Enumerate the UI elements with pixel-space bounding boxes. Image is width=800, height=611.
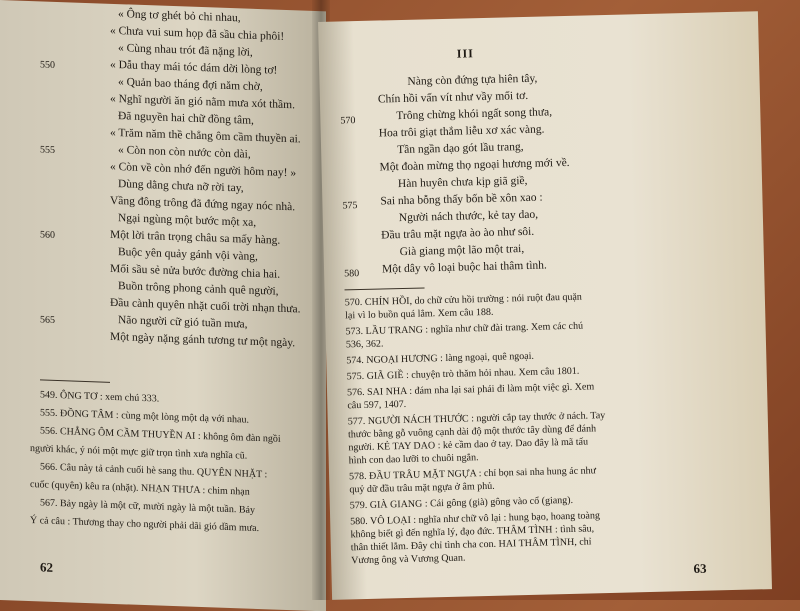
- footnote-line: 555. ĐỒNG TÂM : cùng một lòng một dạ với nhau.: [40, 407, 249, 426]
- verse-line: Chín hồi vấn vít như vầy mối tơ.: [377, 89, 529, 106]
- verse-line: Tần ngần dạo gót lầu trang,: [397, 141, 524, 157]
- line-number: 570: [340, 115, 356, 127]
- page-number: 62: [40, 559, 53, 575]
- footnote-line: 575. GIÃ GIỀ : chuyện trò thăm hỏi nhau. Xem câu 1801.: [346, 365, 580, 383]
- verse-line: Mối sầu sẻ nửa bước đường chia hai.: [110, 262, 281, 281]
- verse-line: « Chưa vui sum họp đã sầu chia phôi!: [110, 24, 285, 43]
- verse-line: Sai nha bỗng thấy bốn bề xôn xao :: [380, 191, 543, 208]
- verse-line: Người nách thước, kẻ tay dao,: [398, 208, 539, 225]
- verse-line: Não người cữ gió tuần mưa,: [118, 314, 248, 331]
- footnote-line: hình con dao lưỡi to chuôi ngắn.: [348, 452, 479, 467]
- footnote-line: 578. ĐẦU TRÂU MẶT NGỰA : chỉ bọn sai nha hung ác như: [348, 465, 597, 483]
- verse-line: Một lời trân trọng châu sa mấy hàng.: [110, 228, 281, 247]
- footnote-line: câu 597, 1407.: [347, 398, 407, 412]
- line-number: 555: [40, 144, 55, 156]
- verse-line: Buồn trông phong cảnh quê người,: [118, 280, 279, 298]
- footnote-line: 567. Bảy ngày là một cữ, mười ngày là một tuần. Bảy: [40, 497, 255, 516]
- verse-line: « Còn về còn nhớ đến người hôm nay! »: [110, 160, 297, 180]
- verse-line: Vầng đông trông đã đứng ngay nóc nhà.: [110, 194, 296, 214]
- footnote-line: 556. CHẲNG ÔM CẦM THUYỀN AI : không ôm đàn ngồi: [40, 425, 281, 445]
- verse-line: Buộc yên quảy gánh vội vàng,: [118, 246, 258, 264]
- line-number: 580: [344, 268, 360, 280]
- verse-line: « Quản bao tháng đợi năm chờ,: [118, 76, 263, 94]
- footnote-line: Vương ông và Vương Quan.: [351, 552, 466, 567]
- section-header: III: [456, 46, 474, 61]
- verse-line: Hoa trôi giạt thắm liễu xơ xác vàng.: [378, 123, 545, 140]
- footnote-line: người. KẺ TAY DAO : kẻ cầm dao ở tay. Dao đây là mã tấu: [348, 436, 589, 454]
- verse-line: Một ngày nặng gánh tương tư một ngày.: [110, 330, 296, 350]
- verse-line: Già giang một lão một trai,: [399, 243, 525, 259]
- left-page: [0, 0, 326, 611]
- footnote-line: 577. NGƯỜI NÁCH THƯỚC : người cắp tay thước ở nách. Tay: [347, 410, 606, 428]
- footnote-line: không biết gì đến nghĩa lý, đạo đức. THÂM TÌNH : tình sâu,: [350, 523, 595, 541]
- verse-line: « Cùng nhau trót đã nặng lời,: [118, 42, 253, 59]
- verse-line: Hàn huyên chưa kịp giã giề,: [397, 174, 528, 191]
- verse-line: Nàng còn đứng tựa hiên tây,: [407, 72, 538, 88]
- line-number: 565: [40, 314, 55, 326]
- verse-line: Trông chừng khói ngất song thưa,: [396, 106, 553, 123]
- notes-divider: [345, 287, 425, 290]
- verse-line: Một dây vô loại buộc hai thâm tình.: [381, 259, 547, 276]
- footnote-line: 573. LẦU TRANG : nghĩa như chữ đài trang. Xem các chú: [345, 320, 584, 338]
- verse-line: Đầu cành quyên nhặt cuối trời nhạn thưa.: [110, 296, 301, 316]
- footnote-line: người khác, ý nói một mực giữ trọn tình xưa nghĩa cũ.: [30, 443, 248, 462]
- verse-line: Một đoàn mừng thọ ngoại hương mới về.: [379, 156, 570, 174]
- verse-line: « Ông tơ ghét bỏ chi nhau,: [118, 8, 241, 25]
- footnote-line: 566. Câu này tả cảnh cuối hè sang thu. QUYÊN NHẶT :: [40, 461, 268, 481]
- footnote-line: lại vì lo buồn quá lắm. Xem câu 188.: [345, 306, 494, 322]
- verse-line: « Còn non còn nước còn dài,: [118, 144, 251, 161]
- footnote-line: cuốc (quyên) kêu ra (nhặt). NHẠN THƯA : chim nhạn: [30, 479, 250, 498]
- verse-line: Dùng dằng chưa nỡ rời tay,: [118, 178, 244, 195]
- footnote-line: thân thiết lắm. Đây chỉ tình cha con. HAI THÂM TÌNH, chỉ: [350, 536, 592, 554]
- page-number: 63: [693, 560, 707, 576]
- footnote-line: 536, 362.: [345, 338, 384, 351]
- verse-line: Đầu trâu mặt ngựa ào ào như sôi.: [381, 225, 535, 242]
- verse-line: « Trăm năm thề chẳng ôm cầm thuyền ai.: [110, 126, 301, 146]
- footnote-line: 579. GIÀ GIANG : Cái gông (già) gông vào cổ (giang).: [349, 494, 574, 512]
- verse-line: Đã nguyền hai chữ đồng tâm,: [118, 110, 254, 127]
- footnote-line: 576. SAI NHA : đám nha lại sai phái đi làm một việc gì. Xem: [346, 381, 595, 399]
- footnote-line: thước bằng gỗ vuông cạnh dài độ một thước tây dùng để đánh: [347, 423, 597, 441]
- notes-divider: [40, 379, 110, 382]
- footnote-line: 574. NGOẠI HƯƠNG : làng ngoại, quê ngoại.: [346, 350, 535, 367]
- footnote-line: Ý cả câu : Thương thay cho người phải dãi gió dầm mưa.: [30, 515, 260, 535]
- line-number: 575: [342, 200, 358, 212]
- verse-line: « Nghĩ người ăn gió nằm mưa xót thầm.: [110, 92, 295, 112]
- footnote-line: 549. ÔNG TƠ : xem chú 333.: [40, 389, 160, 405]
- footnote-line: 580. VÔ LOẠI : nghĩa như chữ vô lại : hung bạo, hoang toàng: [350, 510, 601, 528]
- line-number: 550: [40, 59, 55, 71]
- footnote-line: quỷ dữ đầu trâu mặt ngựa ở âm phủ.: [349, 480, 495, 496]
- right-page: [318, 11, 772, 600]
- footnote-line: 570. CHÍN HỒI, do chữ cửu hồi trường : nói ruột đau quặn: [344, 291, 583, 309]
- line-number: 560: [40, 229, 55, 241]
- verse-line: Ngại ngùng một bước một xa,: [118, 212, 257, 229]
- verse-line: « Dẫu thay mái tóc dám dời lòng tơ!: [110, 58, 278, 77]
